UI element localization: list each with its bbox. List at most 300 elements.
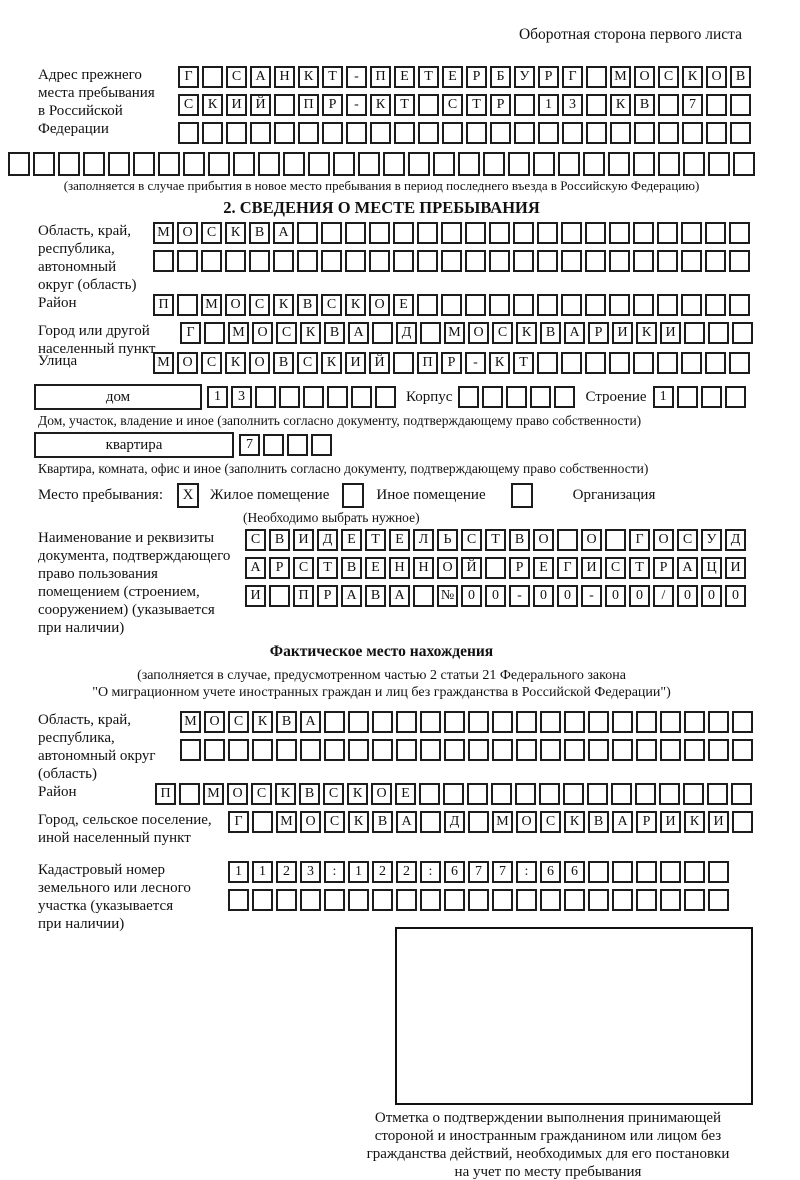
- char-cell: [585, 294, 606, 316]
- char-cell: [492, 711, 513, 733]
- char-cell: С: [293, 557, 314, 579]
- char-cell: Т: [418, 66, 439, 88]
- char-cell: С: [249, 294, 270, 316]
- char-cell: [297, 222, 318, 244]
- char-cell: [633, 352, 654, 374]
- char-cell: [490, 122, 511, 144]
- char-cell: [372, 711, 393, 733]
- char-cell: Т: [322, 66, 343, 88]
- char-cell: [482, 386, 503, 408]
- char-cell: [485, 557, 506, 579]
- char-cell: [420, 811, 441, 833]
- char-cell: [733, 152, 755, 176]
- field-raion: [8, 294, 800, 322]
- caption-line: Отметка о подтверждении выполнения принимающей: [374, 1110, 722, 1126]
- char-cell: [417, 250, 438, 272]
- row-dom: [8, 384, 800, 410]
- char-cell: 2: [276, 861, 297, 883]
- char-cell: [467, 783, 488, 805]
- stroenie-label: Строение: [585, 388, 647, 405]
- char-cell: Т: [513, 352, 534, 374]
- char-cell: [375, 386, 396, 408]
- char-cell: И: [581, 557, 602, 579]
- char-cell: [708, 322, 729, 344]
- raion-fact-label: [8, 783, 155, 801]
- char-cell: С: [492, 322, 513, 344]
- char-cell: Й: [250, 94, 271, 116]
- char-cell: О: [204, 711, 225, 733]
- char-cell: [732, 811, 753, 833]
- char-cell: О: [533, 529, 554, 551]
- caption-line: гражданства действий, необходимых для его постановки: [366, 1146, 730, 1162]
- char-cell: [564, 711, 585, 733]
- char-cell: Г: [228, 811, 249, 833]
- char-cell: А: [564, 322, 585, 344]
- char-cell: [269, 585, 290, 607]
- char-cell: 0: [629, 585, 650, 607]
- char-cell: П: [417, 352, 438, 374]
- char-cell: Р: [322, 94, 343, 116]
- char-cell: [516, 711, 537, 733]
- char-cell: [183, 152, 205, 176]
- char-row-oblast-2: [153, 250, 753, 272]
- field-document: [8, 529, 800, 641]
- char-cell: 1: [348, 861, 369, 883]
- char-cell: [396, 711, 417, 733]
- char-cell: 0: [725, 585, 746, 607]
- char-cell: О: [177, 222, 198, 244]
- char-cell: [443, 783, 464, 805]
- char-cell: Д: [725, 529, 746, 551]
- char-cell: [514, 122, 535, 144]
- label-line: автономный округ: [38, 748, 156, 764]
- char-cell: А: [348, 322, 369, 344]
- char-cell: [633, 250, 654, 272]
- char-cell: [489, 222, 510, 244]
- field-gorod-fact: [8, 811, 800, 847]
- char-cell: В: [324, 322, 345, 344]
- char-cell: О: [227, 783, 248, 805]
- char-cell: С: [226, 66, 247, 88]
- char-cell: К: [252, 711, 273, 733]
- char-cell: [158, 152, 180, 176]
- char-cell: А: [612, 811, 633, 833]
- char-cell: [465, 222, 486, 244]
- char-row-kadastr-2: [228, 889, 732, 911]
- char-cell: [225, 250, 246, 272]
- field-kadastr: [8, 861, 800, 932]
- char-cell: [383, 152, 405, 176]
- char-cell: [351, 386, 372, 408]
- prev-address-note: (заполняется в случае прибытия в новое место пребывания в период последнего въезда в Российскую Федерацию): [63, 178, 700, 193]
- char-cell: [226, 122, 247, 144]
- raion-label: [8, 294, 153, 312]
- char-cell: [252, 739, 273, 761]
- char-cell: М: [203, 783, 224, 805]
- char-cell: [540, 739, 561, 761]
- char-cell: О: [653, 529, 674, 551]
- char-cell: [537, 250, 558, 272]
- char-cell: [612, 711, 633, 733]
- char-cell: [492, 889, 513, 911]
- char-cell: [419, 783, 440, 805]
- char-cell: С: [201, 352, 222, 374]
- char-cell: [179, 783, 200, 805]
- char-cell: Д: [396, 322, 417, 344]
- char-cell: [705, 294, 726, 316]
- char-cell: [583, 152, 605, 176]
- field-raion-fact: [8, 783, 800, 811]
- char-cell: [587, 783, 608, 805]
- char-cell: [635, 783, 656, 805]
- char-row-oblast-fact-1: [180, 711, 756, 733]
- char-cell: [346, 122, 367, 144]
- char-cell: [442, 122, 463, 144]
- char-row-document-3: [245, 585, 749, 607]
- char-cell: [258, 152, 280, 176]
- char-cell: Р: [317, 585, 338, 607]
- char-cell: [730, 94, 751, 116]
- char-cell: О: [516, 811, 537, 833]
- char-cell: [659, 783, 680, 805]
- char-cell: В: [299, 783, 320, 805]
- char-cell: [324, 889, 345, 911]
- char-cell: [513, 222, 534, 244]
- char-cell: [153, 250, 174, 272]
- char-cell: [705, 352, 726, 374]
- char-cell: О: [225, 294, 246, 316]
- char-cell: Р: [441, 352, 462, 374]
- char-cell: [345, 250, 366, 272]
- char-cell: Р: [509, 557, 530, 579]
- char-cell: [468, 739, 489, 761]
- char-cell: [612, 889, 633, 911]
- char-cell: Ь: [437, 529, 458, 551]
- char-cell: [417, 222, 438, 244]
- char-cell: [441, 250, 462, 272]
- checkbox-organizatsiya: [511, 483, 533, 508]
- char-cell: [658, 152, 680, 176]
- char-cell: 7: [468, 861, 489, 883]
- char-cell: [300, 739, 321, 761]
- char-cell: [729, 222, 750, 244]
- char-cell: М: [201, 294, 222, 316]
- char-cell: [468, 711, 489, 733]
- char-cell: О: [252, 322, 273, 344]
- char-cell: [369, 250, 390, 272]
- label-line: Район: [38, 295, 77, 311]
- char-cell: №: [437, 585, 458, 607]
- char-cell: [561, 222, 582, 244]
- char-cell: А: [677, 557, 698, 579]
- char-cell: [683, 783, 704, 805]
- char-cell: [562, 122, 583, 144]
- char-cell: [249, 250, 270, 272]
- char-cell: С: [442, 94, 463, 116]
- char-cell: [208, 152, 230, 176]
- char-cell: Е: [394, 66, 415, 88]
- oblast-cell-rows: [153, 222, 753, 278]
- char-cell: [202, 122, 223, 144]
- char-cell: И: [226, 94, 247, 116]
- char-cell: [657, 352, 678, 374]
- field-ulitsa: [8, 352, 800, 380]
- char-row-prev-address-2: [178, 94, 754, 116]
- char-cell: С: [461, 529, 482, 551]
- char-cell: [372, 322, 393, 344]
- char-cell: [308, 152, 330, 176]
- char-cell: С: [324, 811, 345, 833]
- char-cell: [108, 152, 130, 176]
- char-cell: Е: [395, 783, 416, 805]
- char-cell: [658, 94, 679, 116]
- char-cell: Г: [629, 529, 650, 551]
- char-cell: [297, 250, 318, 272]
- char-cell: [611, 783, 632, 805]
- char-cell: [393, 250, 414, 272]
- option-label-organizatsiya: Организация: [572, 486, 656, 503]
- char-cell: [708, 711, 729, 733]
- label-line: Город, сельское поселение,: [38, 812, 212, 828]
- char-cell: [732, 739, 753, 761]
- char-cell: М: [610, 66, 631, 88]
- label-line: места пребывания: [38, 85, 155, 101]
- char-cell: [255, 386, 276, 408]
- char-cell: [725, 386, 746, 408]
- char-cell: [441, 222, 462, 244]
- char-cell: Ц: [701, 557, 722, 579]
- char-cell: [372, 889, 393, 911]
- gorod-fact-label: [8, 811, 228, 847]
- char-cell: 0: [701, 585, 722, 607]
- char-cell: А: [396, 811, 417, 833]
- char-cell: [287, 434, 308, 456]
- char-cell: 1: [207, 386, 228, 408]
- section3-note: [8, 667, 800, 701]
- char-cell: А: [341, 585, 362, 607]
- char-cell: 1: [653, 386, 674, 408]
- char-cell: [177, 294, 198, 316]
- char-cell: -: [346, 66, 367, 88]
- char-cell: [563, 783, 584, 805]
- char-row-oblast-fact-2: [180, 739, 756, 761]
- char-cell: :: [420, 861, 441, 883]
- char-cell: Р: [653, 557, 674, 579]
- char-cell: [660, 861, 681, 883]
- char-cell: [660, 739, 681, 761]
- char-cell: [609, 250, 630, 272]
- char-cell: Д: [317, 529, 338, 551]
- char-cell: -: [509, 585, 530, 607]
- char-cell: М: [153, 352, 174, 374]
- char-cell: И: [612, 322, 633, 344]
- char-cell: [708, 152, 730, 176]
- char-cell: [706, 122, 727, 144]
- char-cell: [327, 386, 348, 408]
- char-row-gorod-fact: [228, 811, 756, 833]
- char-cell: [657, 222, 678, 244]
- char-cell: 3: [231, 386, 252, 408]
- char-cell: Т: [466, 94, 487, 116]
- char-cell: М: [180, 711, 201, 733]
- char-cell: [441, 294, 462, 316]
- char-row-gorod: [180, 322, 756, 344]
- char-cell: [729, 250, 750, 272]
- char-cell: И: [660, 322, 681, 344]
- char-cell: О: [437, 557, 458, 579]
- char-cell: [483, 152, 505, 176]
- char-cell: С: [540, 811, 561, 833]
- char-cell: В: [341, 557, 362, 579]
- char-cell: В: [269, 529, 290, 551]
- char-cell: [263, 434, 284, 456]
- char-cell: [516, 739, 537, 761]
- label-line: Кадастровый номер: [38, 862, 165, 878]
- label-line: Федерации: [38, 121, 109, 137]
- char-cell: П: [370, 66, 391, 88]
- char-cell: 3: [300, 861, 321, 883]
- char-cell: [202, 66, 223, 88]
- char-cell: [564, 739, 585, 761]
- char-row-stroenie: [653, 386, 749, 408]
- label-line: Улица: [38, 353, 78, 369]
- char-cell: [513, 250, 534, 272]
- char-cell: [684, 861, 705, 883]
- char-cell: [707, 783, 728, 805]
- char-cell: [540, 889, 561, 911]
- char-cell: [233, 152, 255, 176]
- char-cell: [609, 294, 630, 316]
- char-cell: [333, 152, 355, 176]
- char-cell: [250, 122, 271, 144]
- char-cell: С: [228, 711, 249, 733]
- char-cell: К: [564, 811, 585, 833]
- char-cell: П: [293, 585, 314, 607]
- char-cell: [681, 352, 702, 374]
- char-cell: [396, 739, 417, 761]
- char-cell: М: [228, 322, 249, 344]
- char-cell: 6: [444, 861, 465, 883]
- caption-line: стороной и иностранным гражданином или лицом без: [374, 1128, 722, 1144]
- char-cell: 0: [677, 585, 698, 607]
- char-cell: [530, 386, 551, 408]
- char-cell: [420, 711, 441, 733]
- char-cell: Е: [533, 557, 554, 579]
- char-cell: [731, 783, 752, 805]
- char-cell: [706, 94, 727, 116]
- char-cell: К: [300, 322, 321, 344]
- char-cell: Т: [317, 557, 338, 579]
- char-row-kvartira: [239, 434, 335, 456]
- label-line: Наименование и реквизиты: [38, 530, 215, 546]
- char-cell: Е: [393, 294, 414, 316]
- char-cell: [370, 122, 391, 144]
- char-row-prev-address-4: [8, 152, 800, 176]
- char-cell: [418, 122, 439, 144]
- char-cell: [408, 152, 430, 176]
- char-cell: :: [324, 861, 345, 883]
- char-cell: [609, 352, 630, 374]
- char-cell: [586, 94, 607, 116]
- char-cell: О: [300, 811, 321, 833]
- note-line: "О миграционном учете иностранных граждан и лиц без гражданства в Российской Федерации"): [92, 685, 671, 700]
- char-cell: Р: [490, 94, 511, 116]
- char-row-oblast-1: [153, 222, 753, 244]
- char-cell: [612, 861, 633, 883]
- char-row-kadastr-1: [228, 861, 732, 883]
- kadastr-label: [8, 861, 228, 933]
- char-cell: К: [516, 322, 537, 344]
- char-cell: [324, 711, 345, 733]
- char-cell: [83, 152, 105, 176]
- char-cell: В: [297, 294, 318, 316]
- char-cell: В: [273, 352, 294, 374]
- char-cell: [321, 222, 342, 244]
- char-cell: К: [275, 783, 296, 805]
- char-cell: Р: [269, 557, 290, 579]
- label-line: в Российской: [38, 103, 123, 119]
- char-cell: О: [581, 529, 602, 551]
- char-cell: И: [245, 585, 266, 607]
- oblast-label: [8, 222, 153, 294]
- char-cell: 0: [605, 585, 626, 607]
- char-cell: [252, 811, 273, 833]
- char-cell: [540, 711, 561, 733]
- char-cell: К: [489, 352, 510, 374]
- char-cell: [324, 739, 345, 761]
- char-cell: М: [153, 222, 174, 244]
- char-cell: [586, 66, 607, 88]
- char-row-prev-address-1: [178, 66, 754, 88]
- char-cell: [180, 739, 201, 761]
- char-cell: [276, 739, 297, 761]
- oblast-fact-label: [8, 711, 180, 783]
- char-cell: [393, 222, 414, 244]
- char-cell: Т: [365, 529, 386, 551]
- char-cell: Г: [557, 557, 578, 579]
- char-cell: В: [634, 94, 655, 116]
- char-cell: [8, 152, 30, 176]
- char-cell: [178, 122, 199, 144]
- label-line: Адрес прежнего: [38, 67, 142, 83]
- char-cell: К: [202, 94, 223, 116]
- char-cell: [608, 152, 630, 176]
- char-cell: [561, 294, 582, 316]
- char-cell: 6: [540, 861, 561, 883]
- label-line: при наличии): [38, 620, 125, 636]
- char-cell: Н: [274, 66, 295, 88]
- char-cell: Р: [466, 66, 487, 88]
- char-cell: [588, 739, 609, 761]
- char-cell: [372, 739, 393, 761]
- char-cell: [705, 250, 726, 272]
- char-cell: [311, 434, 332, 456]
- note-line: (заполняется в случае, предусмотренном частью 2 статьи 21 Федерального закона: [137, 668, 626, 683]
- kadastr-cell-rows: [228, 861, 732, 917]
- char-cell: В: [540, 322, 561, 344]
- ulitsa-label: [8, 352, 153, 370]
- label-line: населенный пункт: [38, 341, 156, 357]
- label-line: Область, край,: [38, 223, 132, 239]
- char-cell: [396, 889, 417, 911]
- row-kvartira: [8, 432, 800, 458]
- label-line: земельного или лесного: [38, 880, 191, 896]
- char-cell: [684, 322, 705, 344]
- char-cell: [538, 122, 559, 144]
- char-cell: [458, 386, 479, 408]
- label-line: помещением (строением,: [38, 584, 200, 600]
- char-cell: К: [636, 322, 657, 344]
